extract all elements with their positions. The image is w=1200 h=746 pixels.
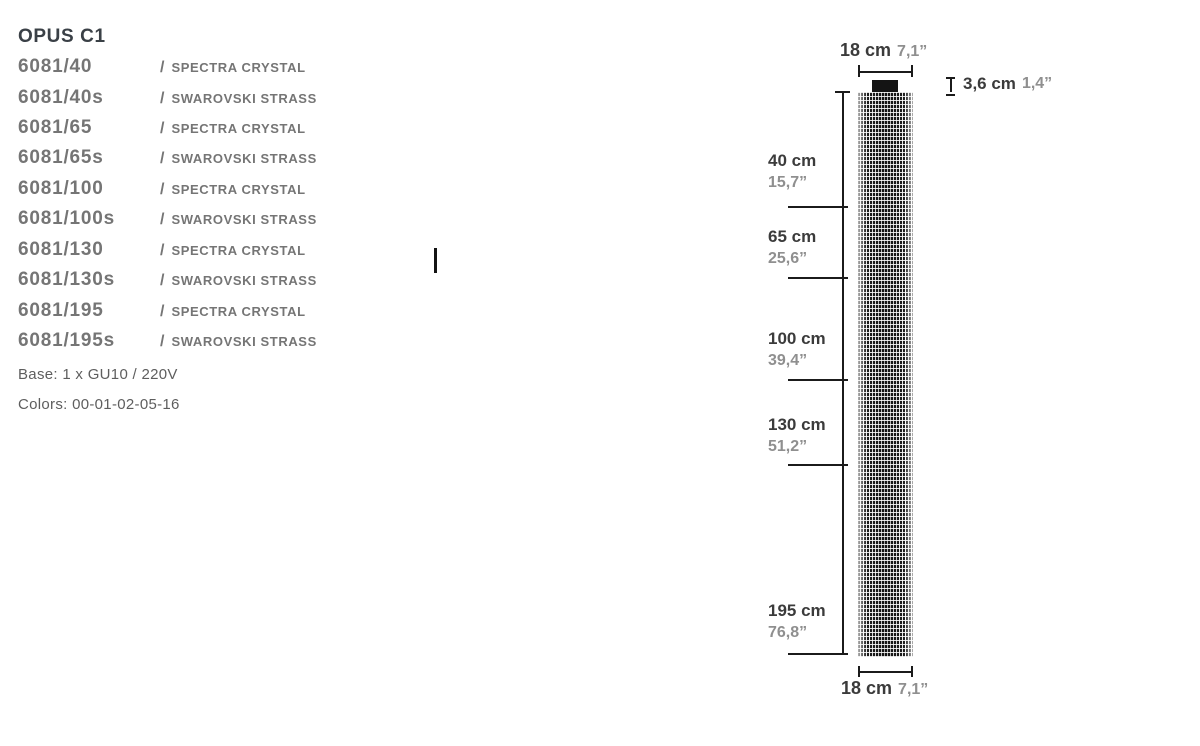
model-separator: / — [160, 120, 165, 137]
model-code: 6081/40s — [18, 87, 104, 108]
model-code: 6081/100 — [18, 178, 104, 199]
top-dimension-line — [859, 71, 913, 73]
height-inch: 51,2” — [768, 438, 808, 455]
model-separator: / — [160, 90, 165, 107]
model-row — [18, 87, 317, 109]
model-material: SPECTRA CRYSTAL — [171, 182, 306, 197]
height-cm: 100 cm — [768, 329, 826, 348]
model-code: 6081/195 — [18, 300, 104, 321]
top-width-label — [840, 40, 927, 61]
model-row — [18, 56, 306, 78]
model-code: 6081/100s — [18, 208, 116, 229]
top-width-inch: 7,1” — [897, 43, 928, 60]
bottom-width-inch: 7,1” — [898, 681, 929, 698]
lamp-cap — [872, 80, 898, 92]
model-separator: / — [160, 181, 165, 198]
colors-spec: Colors: 00-01-02-05-16 — [18, 396, 180, 413]
model-code: 6081/65 — [18, 117, 93, 138]
vertical-dimension-top-tick — [835, 91, 850, 93]
top-dimension-tick-left — [858, 65, 860, 77]
model-material: SPECTRA CRYSTAL — [171, 121, 306, 136]
height-label-100cm — [768, 328, 843, 372]
model-row — [18, 330, 317, 352]
model-material: SWAROVSKI STRASS — [171, 212, 317, 227]
model-separator: / — [160, 242, 165, 259]
bottom-width-label — [841, 678, 928, 699]
model-separator: / — [160, 303, 165, 320]
top-dimension-tick-right — [911, 65, 913, 77]
model-separator: / — [160, 59, 165, 76]
model-row — [18, 239, 306, 261]
page-title: OPUS C1 — [18, 26, 106, 47]
height-inch: 15,7” — [768, 174, 808, 191]
height-label-40cm — [768, 150, 843, 194]
cap-height-inch: 1,4” — [1021, 75, 1053, 92]
model-material: SWAROVSKI STRASS — [171, 334, 317, 349]
height-cm: 130 cm — [768, 415, 826, 434]
level-tick-65cm — [788, 277, 848, 279]
model-row — [18, 300, 306, 322]
base-spec: Base: 1 x GU10 / 220V — [18, 366, 178, 383]
level-tick-130cm — [788, 464, 848, 466]
height-cm: 195 cm — [768, 601, 826, 620]
model-code: 6081/65s — [18, 147, 104, 168]
model-separator: / — [160, 211, 165, 228]
bottom-width-cm: 18 cm — [841, 678, 893, 698]
height-cm: 65 cm — [768, 227, 817, 246]
height-inch: 76,8” — [768, 624, 808, 641]
model-separator: / — [160, 333, 165, 350]
model-code: 6081/130 — [18, 239, 104, 260]
model-code: 6081/40 — [18, 56, 93, 77]
text-cursor — [434, 248, 437, 273]
height-inch: 25,6” — [768, 250, 808, 267]
model-row — [18, 147, 317, 169]
model-row — [18, 117, 306, 139]
level-tick-40cm — [788, 206, 848, 208]
height-label-195cm — [768, 600, 843, 644]
model-row — [18, 178, 306, 200]
height-label-65cm — [768, 226, 843, 270]
level-tick-100cm — [788, 379, 848, 381]
model-material: SPECTRA CRYSTAL — [171, 60, 306, 75]
model-separator: / — [160, 272, 165, 289]
cap-height-cm: 3,6 cm — [963, 74, 1016, 93]
model-separator: / — [160, 150, 165, 167]
level-tick-195cm — [788, 653, 848, 655]
top-width-cm: 18 cm — [840, 40, 892, 60]
lamp-body — [858, 92, 913, 657]
height-inch: 39,4” — [768, 352, 808, 369]
model-material: SWAROVSKI STRASS — [171, 151, 317, 166]
model-material: SWAROVSKI STRASS — [171, 273, 317, 288]
model-material: SPECTRA CRYSTAL — [171, 243, 306, 258]
bottom-dimension-tick-left — [858, 666, 860, 677]
height-cm: 40 cm — [768, 151, 817, 170]
model-material: SWAROVSKI STRASS — [171, 91, 317, 106]
model-row — [18, 208, 317, 230]
model-code: 6081/195s — [18, 330, 116, 351]
model-row — [18, 269, 317, 291]
bottom-dimension-line — [859, 671, 913, 673]
bottom-dimension-tick-right — [911, 666, 913, 677]
height-extent-icon — [946, 77, 955, 92]
model-material: SPECTRA CRYSTAL — [171, 304, 306, 319]
height-label-130cm — [768, 414, 843, 458]
model-code: 6081/130s — [18, 269, 116, 290]
cap-height-label — [946, 74, 1052, 94]
